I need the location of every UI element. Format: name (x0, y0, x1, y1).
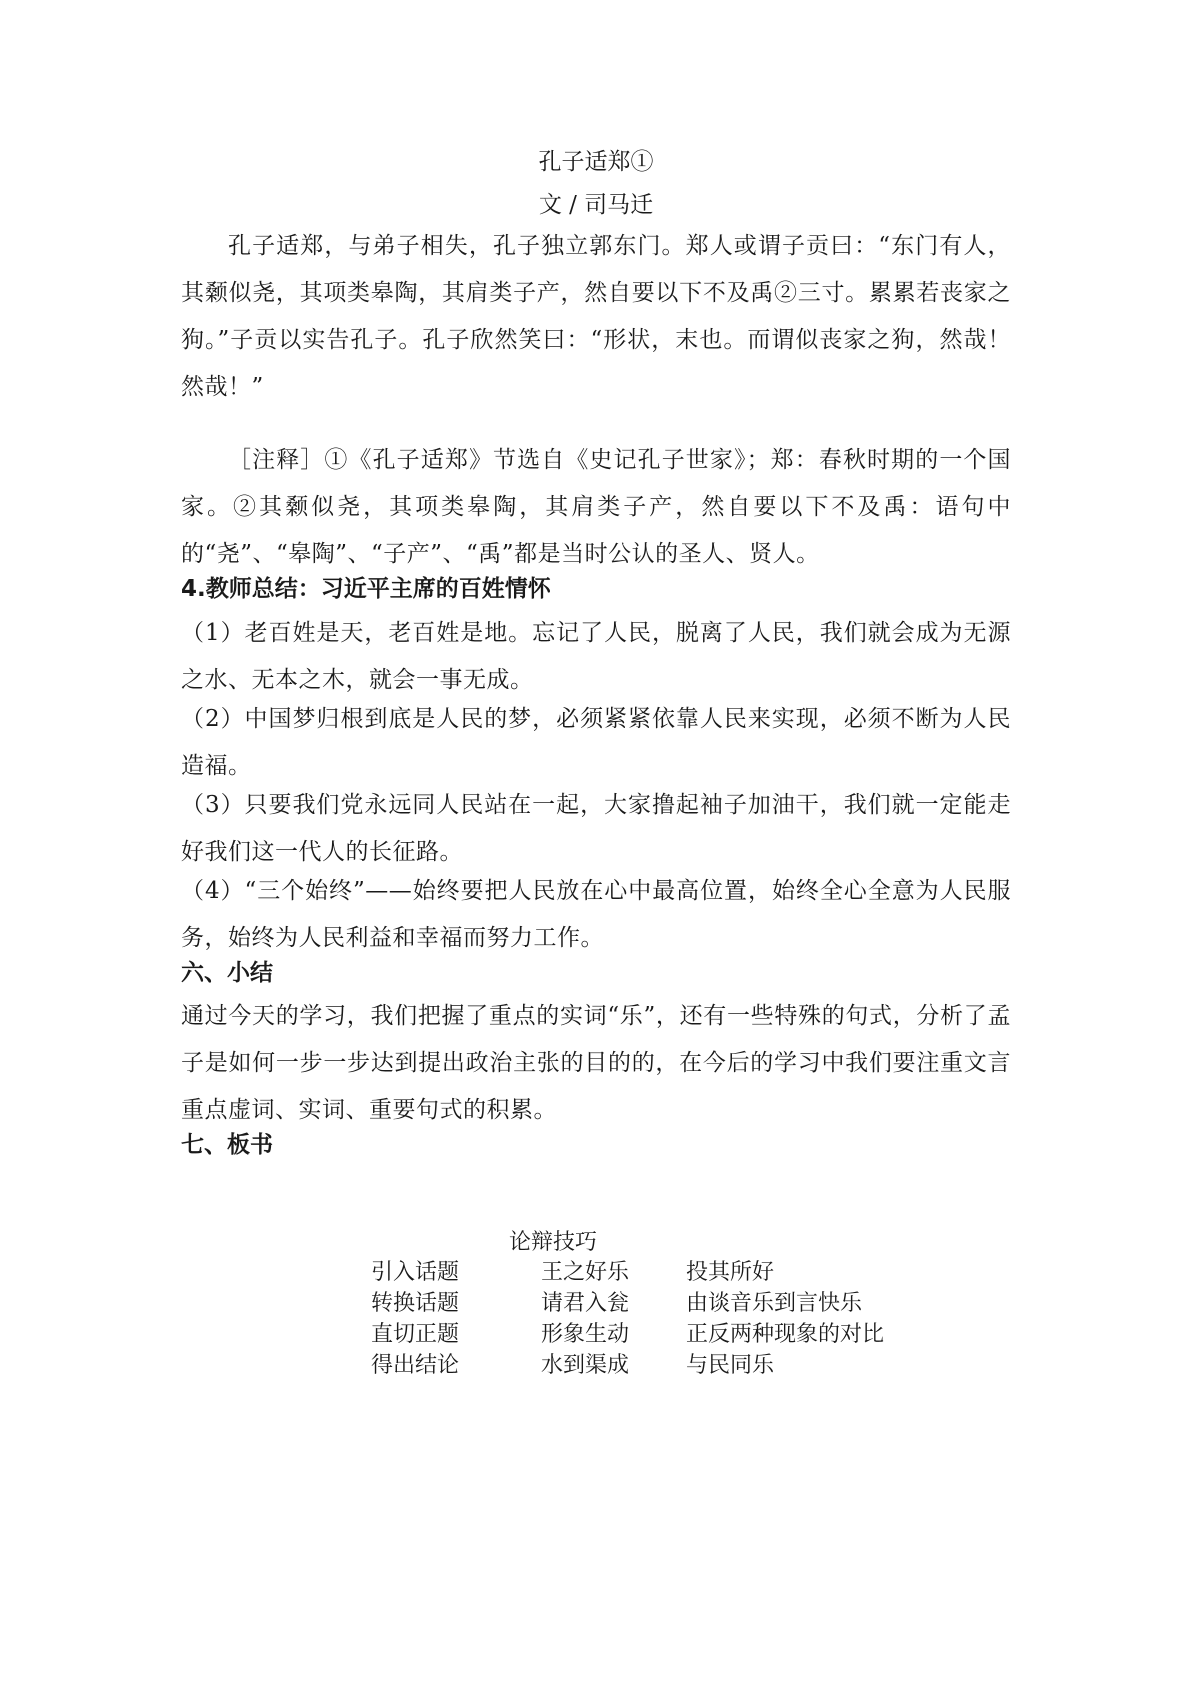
board-table (371, 1257, 946, 1381)
board-cell-effect: 与民同乐 (686, 1353, 775, 1378)
board-row (371, 1257, 946, 1288)
board-cell-step: 得出结论 (371, 1353, 460, 1378)
board-row (371, 1350, 946, 1381)
passage-body: 孔子适郑，与弟子相失，孔子独立郭东门。郑人或谓子贡曰：“东门有人，其颡似尧，其项类皋陶，其肩类子产，然自要以下不及禹②三寸。累累若丧家之狗。”子贡以实告孔子。孔子欣然笑曰：“形状，末也。而谓似丧家之狗，然哉！然哉！” (181, 233, 1011, 400)
section4-item-2: （2）中国梦归根到底是人民的梦，必须紧紧依靠人民来实现，必须不断为人民造福。 (181, 706, 1011, 779)
section4-item-3: （3）只要我们党永远同人民站在一起，大家撸起袖子加油干，我们就一定能走好我们这一代人的长征路。 (181, 792, 1011, 865)
summary-heading: 六、小结 (181, 960, 273, 986)
passage-title: 孔子适郑① (538, 149, 654, 175)
section4-item-1: （1）老百姓是天，老百姓是地。忘记了人民，脱离了人民，我们就会成为无源之水、无本之木，就会一事无成。 (181, 620, 1011, 693)
board-row (371, 1288, 946, 1319)
section4-item-4: （4）“三个始终”——始终要把人民放在心中最高位置，始终全心全意为人民服务，始终为人民利益和幸福而努力工作。 (181, 878, 1011, 951)
board-cell-method: 请君入瓮 (541, 1291, 630, 1316)
summary-body: 通过今天的学习，我们把握了重点的实词“乐”，还有一些特殊的句式，分析了孟子是如何一步一步达到提出政治主张的目的的，在今后的学习中我们要注重文言重点虚词、实词、重要句式的积累。 (181, 1003, 1011, 1123)
board-row (371, 1319, 946, 1350)
board-cell-method: 水到渠成 (541, 1353, 630, 1378)
passage-author: 文 / 司马迁 (538, 192, 654, 218)
board-title: 论辩技巧 (508, 1230, 597, 1255)
passage-note: ［注释］①《孔子适郑》节选自《史记孔子世家》；郑：春秋时期的一个国家。②其颡似尧，其项类皋陶，其肩类子产，然自要以下不及禹：语句中的“尧”、“皋陶”、“子产”、“禹”都是当时公认的圣人、贤人。 (181, 447, 1011, 567)
board-cell-effect: 正反两种现象的对比 (686, 1322, 885, 1347)
board-cell-effect: 由谈音乐到言快乐 (686, 1291, 863, 1316)
board-cell-step: 直切正题 (371, 1322, 460, 1347)
board-cell-step: 转换话题 (371, 1291, 460, 1316)
board-cell-effect: 投其所好 (686, 1260, 775, 1285)
board-cell-step: 引入话题 (371, 1260, 460, 1285)
board-heading: 七、板书 (181, 1132, 273, 1158)
board-cell-method: 形象生动 (541, 1322, 630, 1347)
board-cell-method: 王之好乐 (541, 1260, 630, 1285)
section4-heading: 4.教师总结：习近平主席的百姓情怀 (181, 576, 551, 602)
